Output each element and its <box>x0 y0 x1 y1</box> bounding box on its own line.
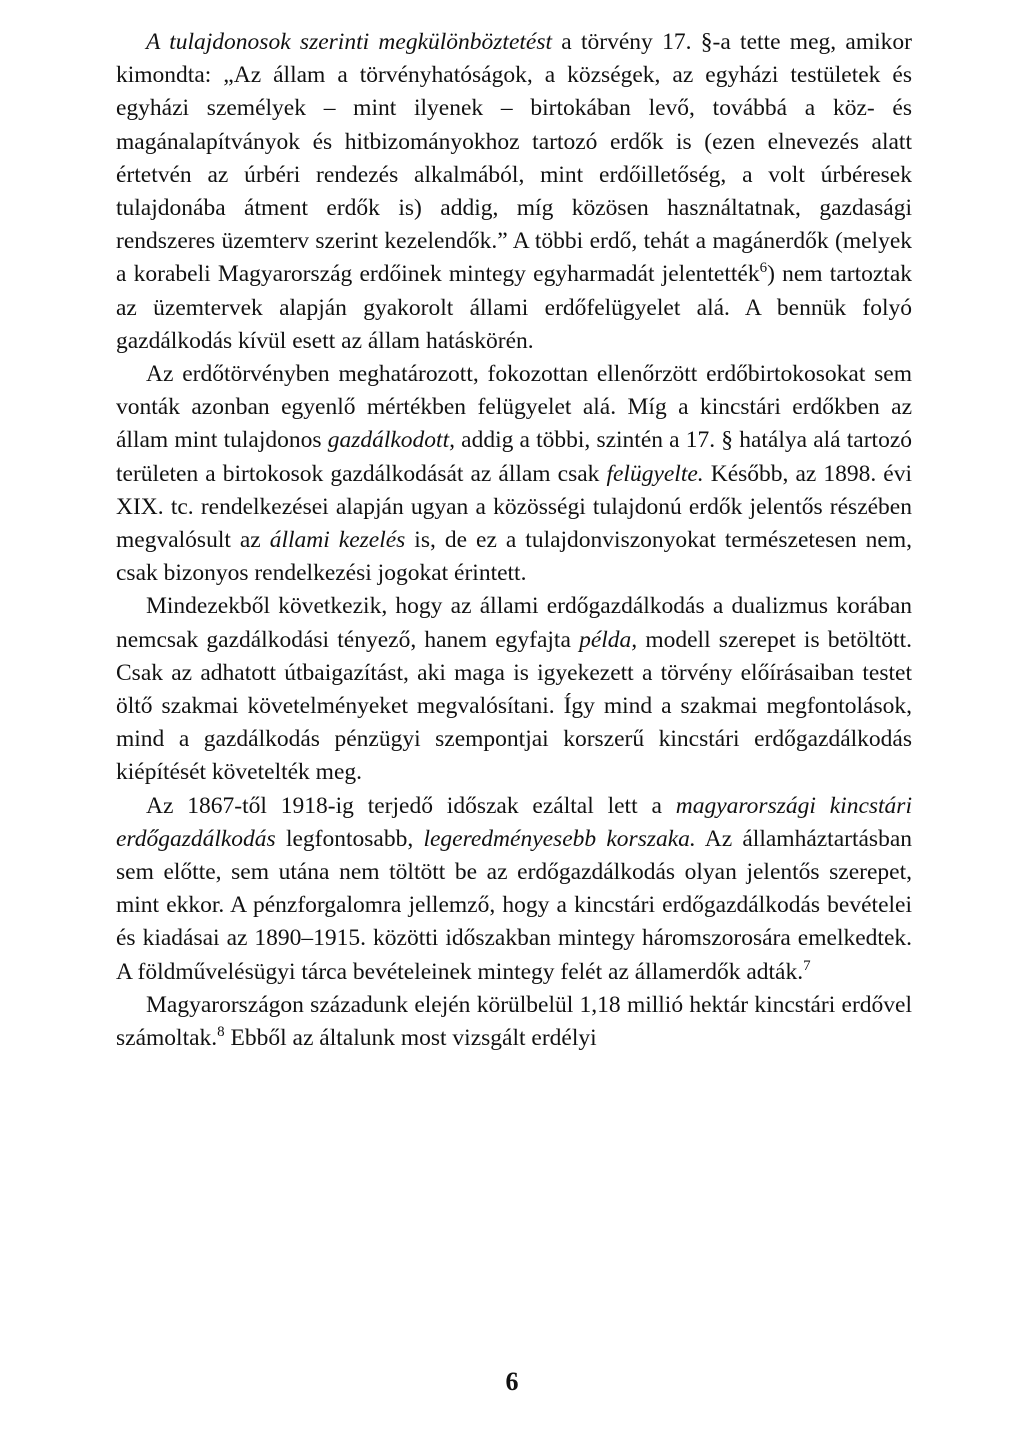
text-run: addig a többi, szintén a 17. § hatálya alá tartozó területen a birtokosok gazdálkodását az állam csak <box>116 427 912 487</box>
text-run: a törvény 17. §-a tette meg, amikor kimondta: „Az állam a törvényhatóságok, a községek, az egyházi testületek és egyházi személyek – mint ilyenek – birtokában levő, továbbá a köz- és magánalapítványok és hitbizományokhoz tartozó erdők is (ezen elnevezés alatt értetvén az úrbéri rendezés alkalmából, mint erdőilletőség, a volt úrbéresek tulajdonába átment erdők is) addig, míg közösen használtatnak, gazdasági rendszeres üzemterv szerint kezelendők.” A többi erdő, tehát a magánerdők (melyek a korabeli Magyarország erdőinek mintegy egyharmadát jelentették <box>116 29 912 288</box>
body-text <box>116 26 912 1055</box>
text-run: Az erdőtörvényben meghatározott, fokozottan ellenőrzött erdőbirtokosokat sem vonták azonban egyenlő mértékben felügyelet alá. Míg a kincstári erdőkben az állam mint tulajdonos <box>116 361 912 454</box>
footnote-ref-6: 6 <box>759 260 768 277</box>
text-run: Ebből az általunk most vizsgált erdélyi <box>224 1025 597 1052</box>
text-run: Magyarországon századunk elején körülbelül 1,18 millió hektár kincstári erdővel számoltak. <box>116 991 912 1052</box>
paragraph-3 <box>116 590 912 789</box>
text-run: ) nem tartoztak az üzemtervek alapján gyakorolt állami erdőfelügyelet alá. A bennük folyó gazdálkodás kívül esett az állam hatáskörén. <box>116 261 912 354</box>
italic-phrase: gazdálkodott, <box>327 427 455 454</box>
text-run: Az 1867-től 1918-ig terjedő időszak ezáltal lett a <box>146 792 676 819</box>
italic-phrase: A tulajdonosok szerinti megkülönböztetést <box>146 29 553 55</box>
footnote-ref-8: 8 <box>217 1024 225 1041</box>
paragraph-2 <box>116 358 912 590</box>
paragraph-5 <box>116 989 912 1055</box>
text-run: Az államháztartásban sem előtte, sem utána nem töltött be az erdőgazdálkodás olyan jelentős szerepet, mint ekkor. A pénzforgalomra jellemző, hogy a kincstári erdőgazdálkodás bevételei és kiadásai az 1890–1915. közötti időszakban mintegy háromszorosára emelkedtek. A földművelésügyi tárca bevételeinek mintegy felét az államerdők adták. <box>116 825 912 985</box>
italic-phrase: felügyelte. <box>606 460 704 487</box>
italic-phrase: legeredményesebb korszaka. <box>423 825 696 852</box>
page-number: 6 <box>505 1367 519 1396</box>
italic-phrase: állami kezelés <box>269 527 406 554</box>
paragraph-4 <box>116 790 912 989</box>
footnote-ref-7: 7 <box>803 957 811 974</box>
text-run: Mindezekből következik, hogy az állami erdőgazdálkodás a dualizmus korában nemcsak gazdálkodási tényező, hanem egyfajta <box>116 593 912 653</box>
paragraph-1 <box>116 26 912 358</box>
italic-phrase: magyarországi kincstári erdőgazdálkodás <box>116 792 912 852</box>
text-run: Később, az 1898. évi XIX. tc. rendelkezései alapján ugyan a közösségi tulajdonú erdők jelentős részében megvalósult az <box>116 460 912 554</box>
text-run: modell szerepet is betöltött. Csak az adhatott útbaigazítást, aki maga is igyekezett a törvény előírásaiban testet öltő szakmai követelményeket megvalósítani. Így mind a szakmai megfontolások, mind a gazdálkodás pénzügyi szempontjai korszerű kincstári erdőgazdálkodás kiépítését követelték meg. <box>116 626 912 786</box>
italic-phrase: példa, <box>579 626 638 653</box>
text-run: is, de ez a tulajdonviszonyokat természetesen nem, csak bizonyos rendelkezési jogokat érintett. <box>116 527 912 587</box>
text-run: legfontosabb, <box>275 825 424 852</box>
